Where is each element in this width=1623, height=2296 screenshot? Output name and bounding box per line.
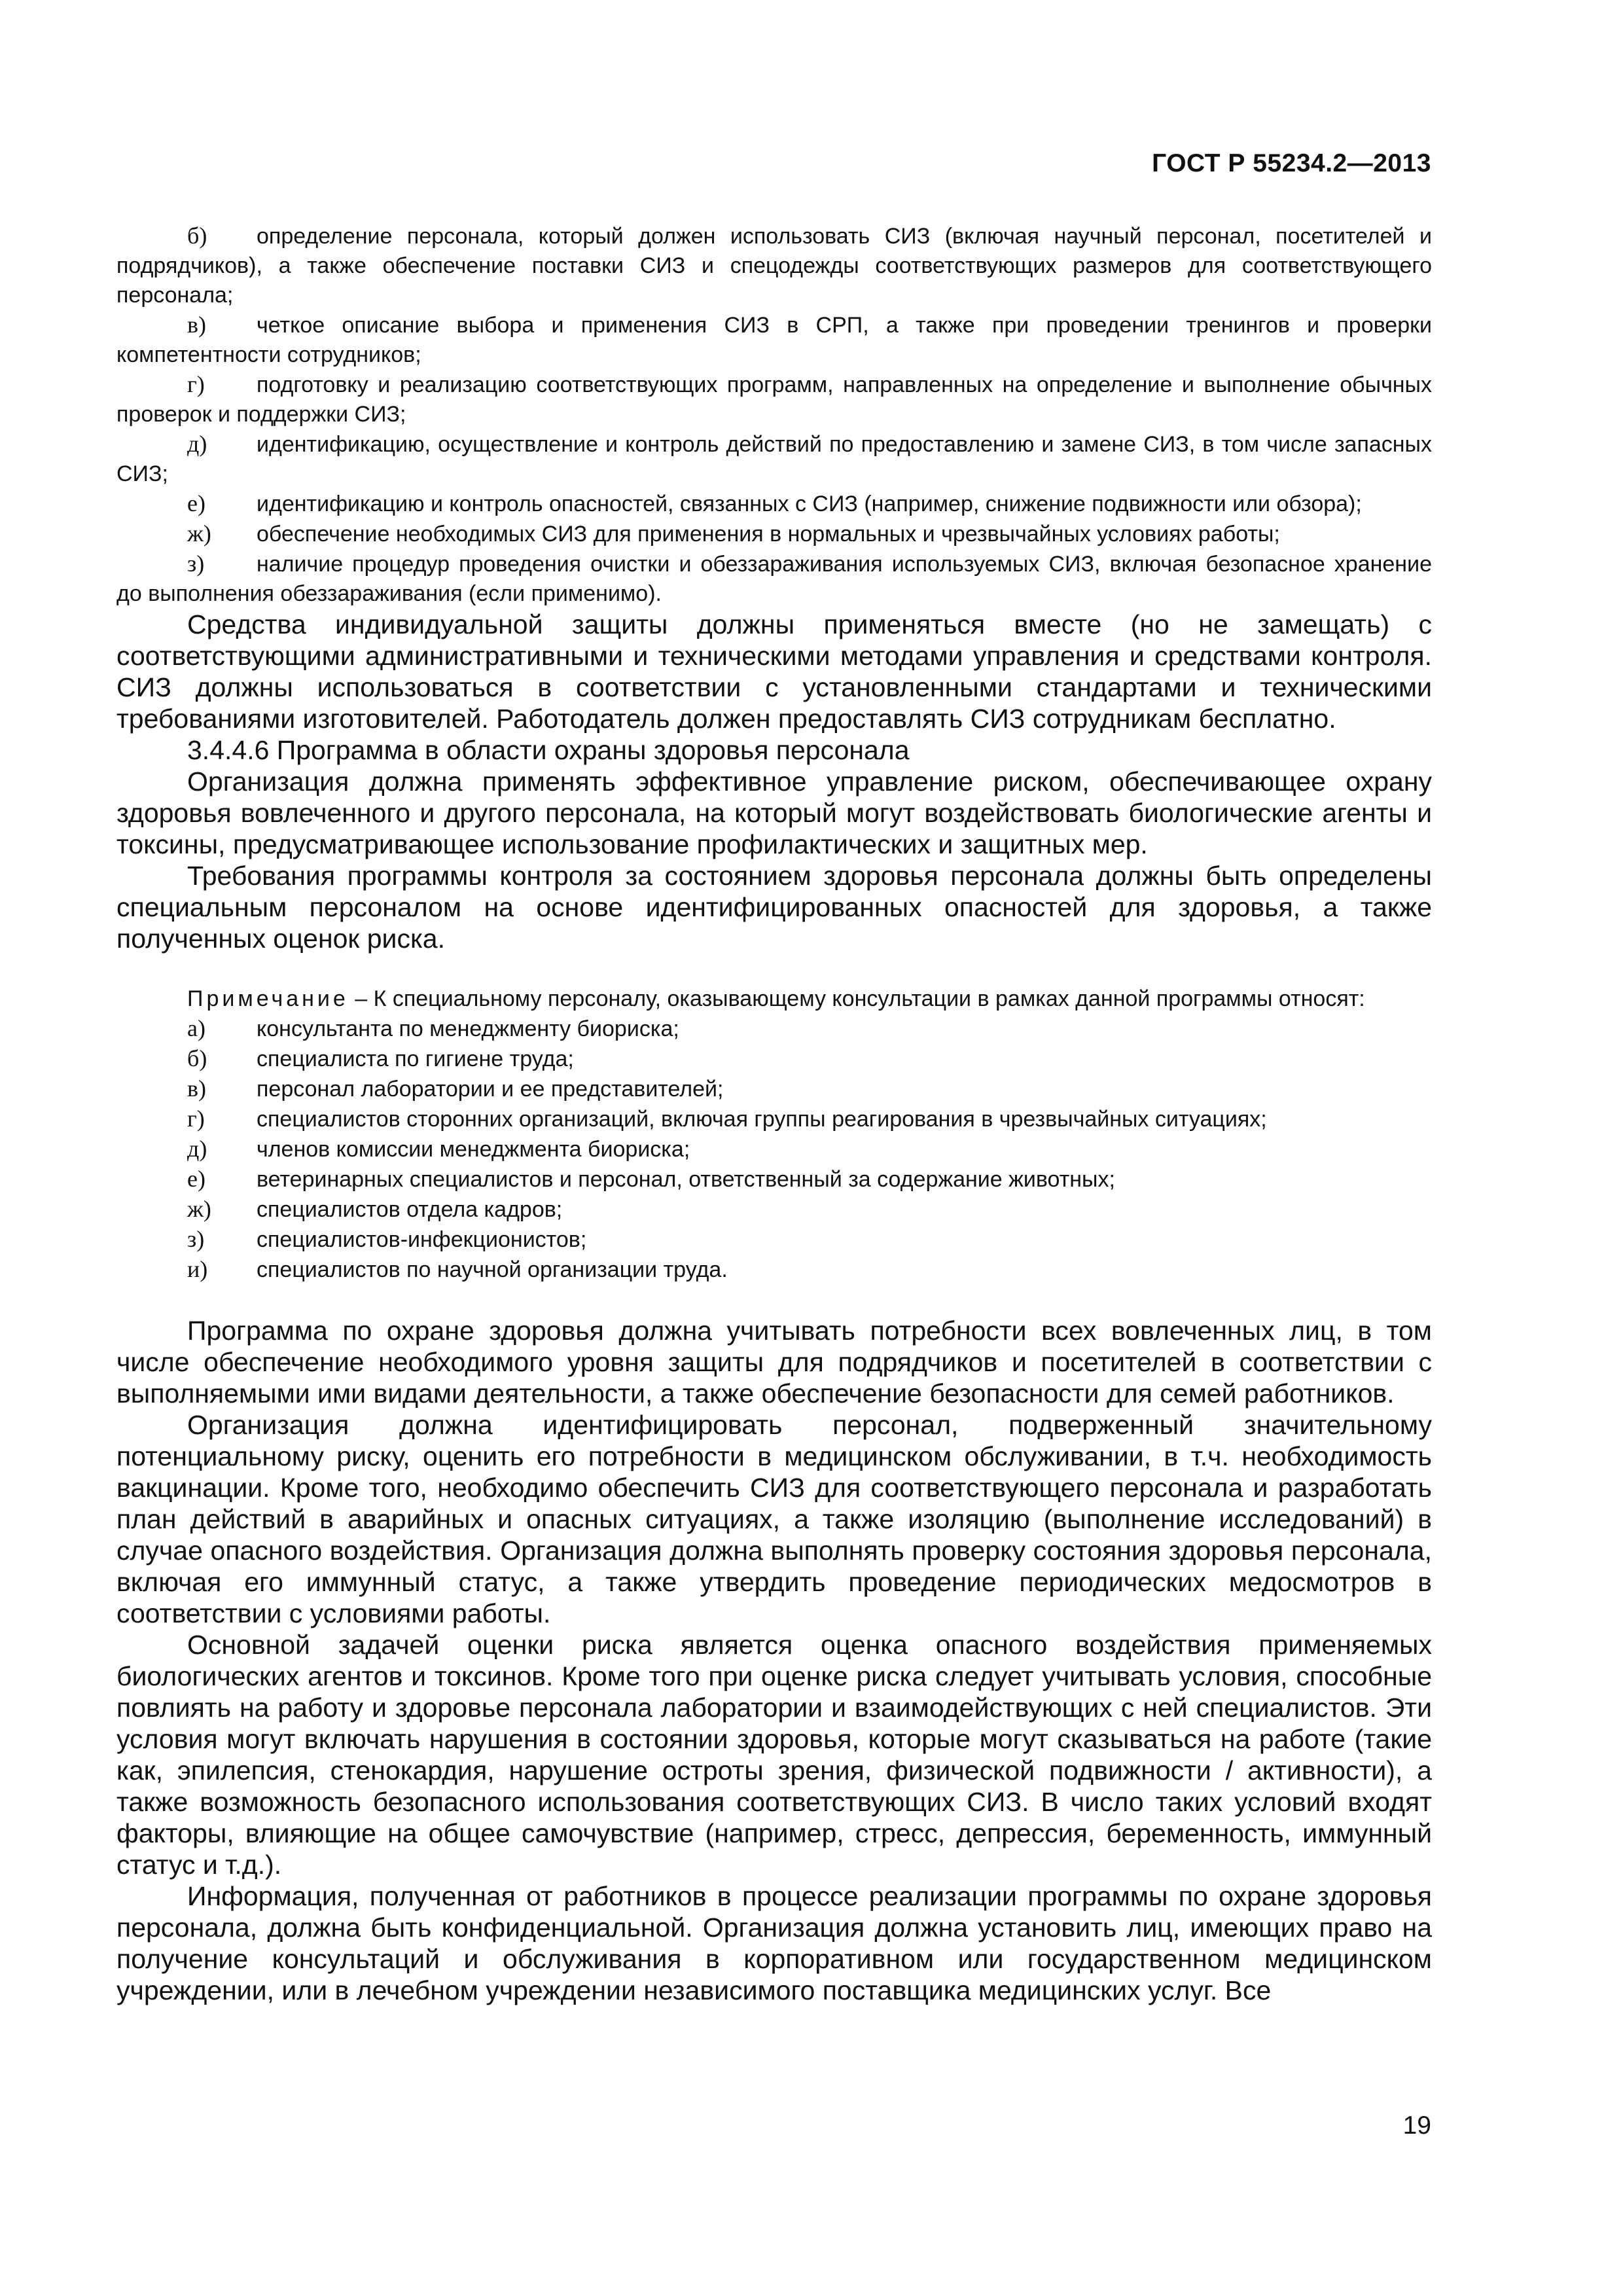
list-item [116, 1194, 1432, 1225]
list-marker: в) [187, 312, 206, 338]
list-item [116, 221, 1432, 310]
paragraph-information: Информация, полученная от работников в процессе реализации программы по охране здоровья персонала, должна быть конфиденциальной. Организация должна установить лиц, имеющих право на получение консультаций и обслуживания в корпоративном или государственном медицинском учреждении, или в лечебном учреждении независимого поставщика медицинских услуг. Все [116, 1881, 1432, 2005]
list-item-text: консультанта по менеджменту биориска; [257, 1016, 679, 1041]
list-marker: б) [187, 223, 207, 249]
list-marker: г) [187, 371, 205, 397]
list-item [116, 1134, 1432, 1164]
list-marker: ж) [187, 1196, 211, 1222]
page-number: 19 [1402, 2111, 1431, 2140]
note-block [116, 984, 1432, 1285]
main-text-continued [116, 1315, 1432, 2006]
paragraph-program: Программа по охране здоровья должна учитывать потребности всех вовлеченных лиц, в том числе обеспечение необходимого уровня защиты для подрядчиков и посетителей в соответствии с выполняемыми ими видами деятельности, а также обеспечение безопасности для семей работников. [116, 1316, 1432, 1408]
section-heading: 3.4.4.6 Программа в области охраны здоровья персонала [187, 735, 910, 765]
list-marker: а) [187, 1015, 205, 1041]
list-marker: д) [187, 1136, 207, 1162]
list-marker: е) [187, 1166, 205, 1192]
list-item-text: ветеринарных специалистов и персонал, ответственный за содержание животных; [257, 1167, 1115, 1192]
list-item [116, 429, 1432, 489]
list-item-text: идентификацию, осуществление и контроль действий по предоставлению и замене СИЗ, в том числе запасных СИЗ; [116, 432, 1432, 486]
list-item-text: определение персонала, который должен использовать СИЗ (включая научный персонал, посетителей и подрядчиков), а также обеспечение поставки СИЗ и спецодежды соответствующих размеров для соответствующего персонала; [116, 224, 1432, 308]
note-body: – К специальному персоналу, оказывающему консультации в рамках данной программы относят: [348, 986, 1365, 1011]
paragraph-risk-assessment: Основной задачей оценки риска является оценка опасного воздействия применяемых биологических агентов и токсинов. Кроме того при оценке риска следует учитывать условия, способные повлиять на работу и здоровье персонала лаборатории и взаимодействующих с ней специалистов. Эти условия могут включать нарушения в состоянии здоровья, которые могут сказываться на работе (такие как, эпилепсия, стенокардия, нарушение остроты зрения, физической подвижности / активности), а также возможность безопасного использования соответствующих СИЗ. В число таких условий входят факторы, влияющие на общее самочувствие (например, стресс, депрессия, беременность, иммунный статус и т.д.). [116, 1630, 1432, 1880]
list-marker: е) [187, 490, 205, 516]
paragraph-requirements: Требования программы контроля за состоянием здоровья персонала должны быть определены специальным персоналом на основе идентифицированных опасностей для здоровья, а также полученных оценок риска. [116, 861, 1432, 954]
list-marker: и) [187, 1256, 208, 1282]
list-item-text: специалистов отдела кадров; [257, 1197, 563, 1222]
list-marker: д) [187, 431, 207, 457]
main-text [116, 609, 1432, 954]
list-item-text: четкое описание выбора и применения СИЗ в СРП, а также при проведении тренингов и проверки компетентности сотрудников; [116, 313, 1432, 367]
list-item-text: специалистов сторонних организаций, включая группы реагирования в чрезвычайных ситуациях; [257, 1107, 1267, 1132]
list-item-text: специалиста по гигиене труда; [257, 1047, 574, 1071]
list-item [116, 1104, 1432, 1134]
list-item [116, 310, 1432, 370]
list-marker: з) [187, 550, 205, 577]
list-item [116, 1014, 1432, 1044]
list-item [116, 1074, 1432, 1104]
list-item [116, 1044, 1432, 1074]
list-item-text: наличие процедур проведения очистки и обеззараживания используемых СИЗ, включая безопасное хранение до выполнения обеззараживания (если применимо). [116, 552, 1432, 606]
paragraph-org-identify: Организация должна идентифицировать персонал, подверженный значительному потенциальному риску, оценить его потребности в медицинском обслуживании, в т.ч. необходимость вакцинации. Кроме того, необходимо обеспечить СИЗ для соответствующего персонала и разработать план действий в аварийных и опасных ситуациях, а также изоляцию (выполнение исследований) в случае опасного воздействия. Организация должна выполнять проверку состояния здоровья персонала, включая его иммунный статус, а также утвердить проведение периодических медосмотров в соответствии с условиями работы. [116, 1410, 1432, 1628]
list-item [116, 549, 1432, 609]
list-item-text: обеспечение необходимых СИЗ для применения в нормальных и чрезвычайных условиях работы; [257, 522, 1280, 547]
list-marker: в) [187, 1075, 206, 1102]
page-body [116, 221, 1432, 2006]
note-list [116, 1014, 1432, 1285]
paragraph-org-risk: Организация должна применять эффективное управление риском, обеспечивающее охрану здоровья вовлеченного и другого персонала, на который могут воздействовать биологические агенты и токсины, предусматривающее использование профилактических и защитных мер. [116, 766, 1432, 859]
list-item [116, 1255, 1432, 1285]
list-item [116, 519, 1432, 549]
list-item-text: членов комиссии менеджмента биориска; [257, 1137, 690, 1162]
list-marker: г) [187, 1105, 205, 1132]
list-item [116, 489, 1432, 519]
list-marker: з) [187, 1226, 205, 1252]
document-code: ГОСТ Р 55234.2—2013 [1152, 149, 1431, 177]
list-item [116, 1164, 1432, 1194]
list-item [116, 1225, 1432, 1255]
siz-requirements-list [116, 221, 1432, 609]
list-item-text: специалистов по научной организации труда. [257, 1257, 728, 1282]
list-item-text: подготовку и реализацию соответствующих программ, направленных на определение и выполнение обычных проверок и поддержки СИЗ; [116, 372, 1432, 427]
list-item-text: специалистов-инфекционистов; [257, 1227, 587, 1252]
paragraph-siz: Средства индивидуальной защиты должны применяться вместе (но не замещать) с соответствующими административными и техническими методами управления и средствами контроля. СИЗ должны использоваться в соответствии с установленными стандартами и техническими требованиями изготовителей. Работодатель должен предоставлять СИЗ сотрудникам бесплатно. [116, 609, 1432, 734]
list-item-text: идентификацию и контроль опасностей, связанных с СИЗ (например, снижение подвижности или обзора); [257, 492, 1362, 516]
list-item-text: персонал лаборатории и ее представителей; [257, 1077, 724, 1102]
list-marker: б) [187, 1045, 207, 1071]
list-marker: ж) [187, 520, 211, 547]
note-text [116, 984, 1432, 1014]
list-item [116, 370, 1432, 429]
note-title: Примечание [187, 986, 349, 1011]
